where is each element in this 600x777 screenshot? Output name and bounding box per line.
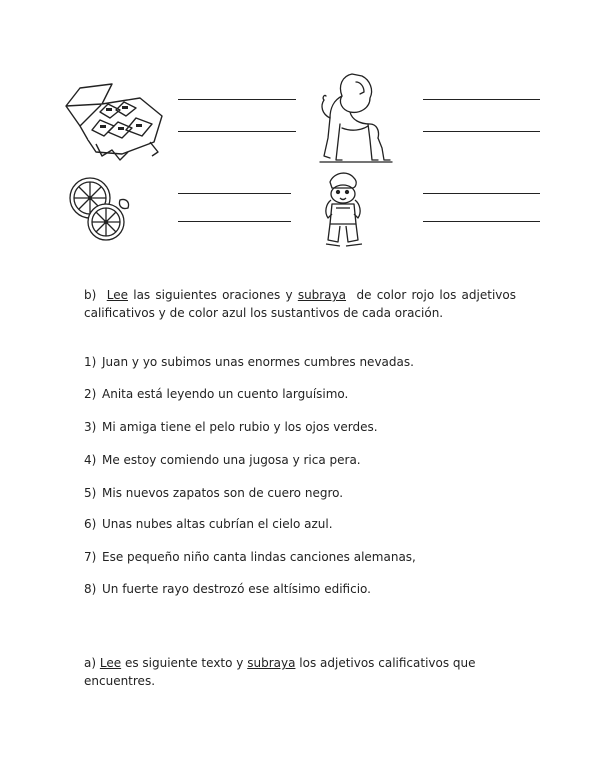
writing-line[interactable] xyxy=(178,131,296,132)
writing-line[interactable] xyxy=(423,99,540,100)
instruction-verb-lee: Lee xyxy=(106,288,128,302)
sentence-item: 2) Anita está leyendo un cuento larguísimo. xyxy=(84,387,349,401)
instruction-verb-subraya: subraya xyxy=(247,656,296,670)
section-b-instruction-line1: b) Lee las siguientes oraciones y subraya de color rojo los adjetivos xyxy=(84,288,516,302)
writing-line[interactable] xyxy=(423,193,540,194)
writing-line[interactable] xyxy=(178,99,296,100)
writing-line[interactable] xyxy=(423,131,540,132)
sentence-item: 5) Mis nuevos zapatos son de cuero negro. xyxy=(84,486,344,500)
section-b-instruction-line2: calificativos y de color azul los sustantivos de cada oración. xyxy=(84,306,444,320)
instruction-verb-lee: Lee xyxy=(99,656,122,670)
sentence-item: 6) Unas nubes altas cubrían el cielo azul. xyxy=(84,517,333,531)
writing-line[interactable] xyxy=(178,193,291,194)
lion-drawing xyxy=(312,68,397,168)
writing-line[interactable] xyxy=(178,221,291,222)
sentence-item: 4) Me estoy comiendo una jugosa y rica pera. xyxy=(84,453,361,467)
dwarf-drawing xyxy=(316,168,371,253)
writing-line[interactable] xyxy=(423,221,540,222)
section-a-instruction-line1: a) Lee es siguiente texto y subraya los adjetivos calificativos que xyxy=(84,656,476,670)
section-a-instruction-line2: encuentres. xyxy=(84,674,156,688)
instruction-verb-subraya: subraya xyxy=(297,288,347,302)
sentence-item: 8) Un fuerte rayo destrozó ese altísimo edificio. xyxy=(84,582,371,596)
orange-slices-drawing xyxy=(64,170,134,245)
sentence-item: 7) Ese pequeño niño canta lindas canciones alemanas, xyxy=(84,550,416,564)
chocolate-bar-drawing xyxy=(62,80,167,162)
sentence-item: 1) Juan y yo subimos unas enormes cumbres nevadas. xyxy=(84,355,414,369)
sentence-item: 3) Mi amiga tiene el pelo rubio y los ojos verdes. xyxy=(84,420,378,434)
